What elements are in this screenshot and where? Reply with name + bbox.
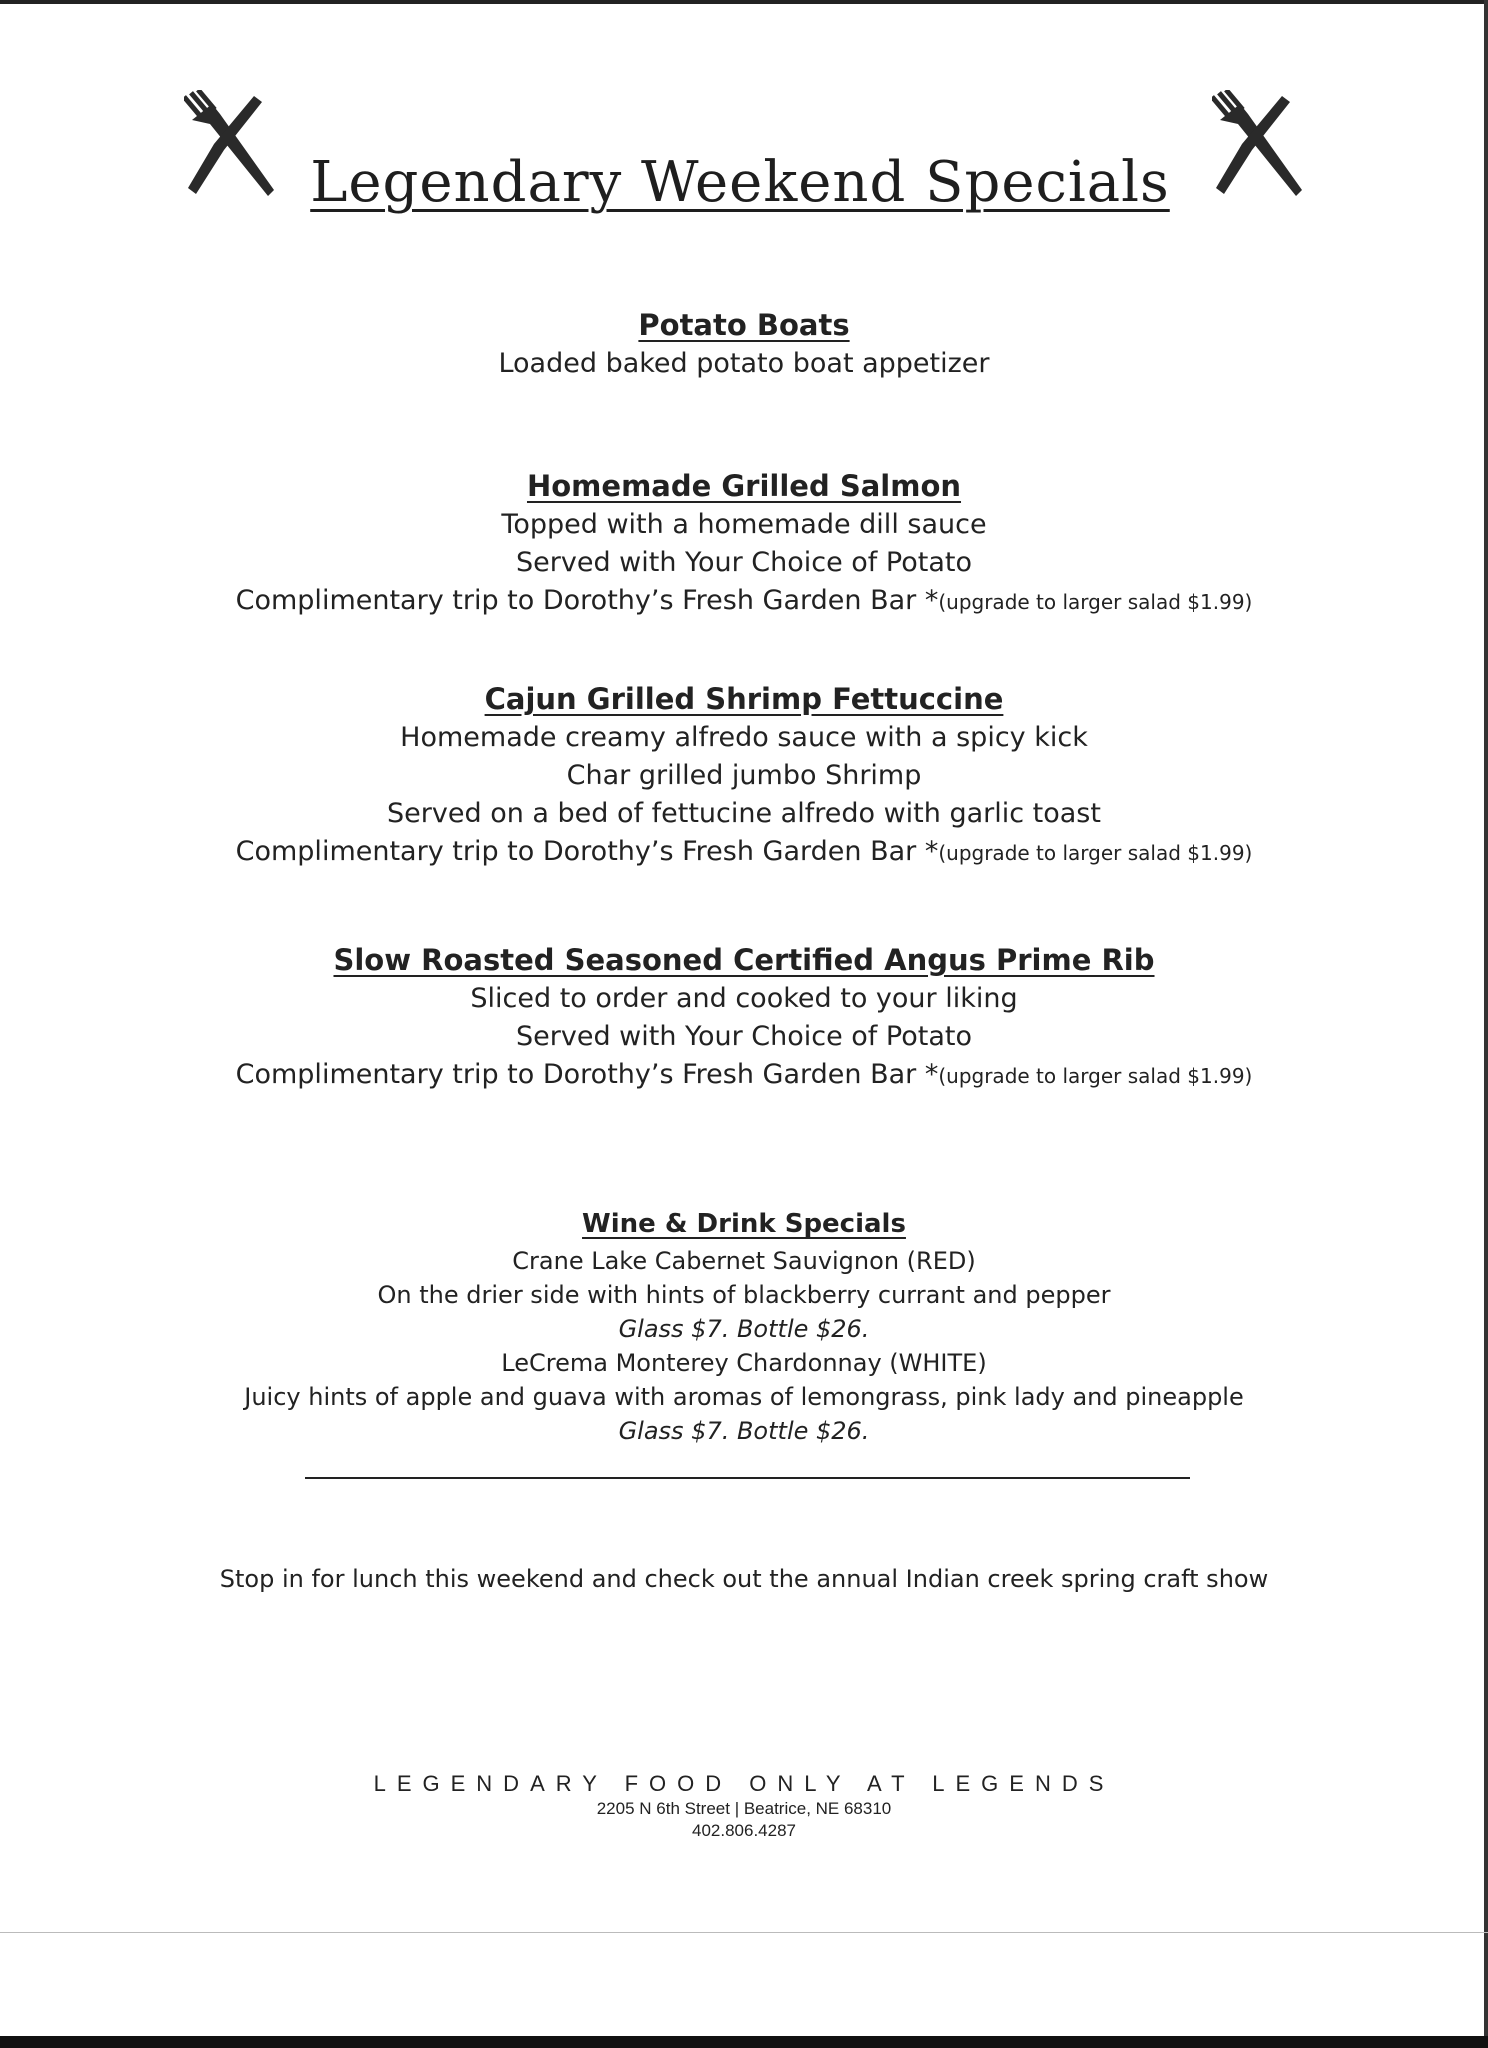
promo-text: Stop in for lunch this weekend and check out the annual Indian creek spring craft show bbox=[219, 1565, 1269, 1593]
wine-red-description: On the drier side with hints of blackberry currant and pepper bbox=[377, 1281, 1111, 1309]
wine-white-price: Glass $7. Bottle $26. bbox=[618, 1417, 870, 1445]
footer-address: 2205 N 6th Street | Beatrice, NE 68310 bbox=[596, 1799, 892, 1818]
special-description: Char grilled jumbo Shrimp bbox=[566, 760, 922, 791]
special-description: Loaded baked potato boat appetizer bbox=[498, 348, 990, 379]
page-title: Legendary Weekend Specials bbox=[310, 150, 1170, 215]
scan-line bbox=[0, 1932, 1488, 1933]
special-heading: Slow Roasted Seasoned Certified Angus Prime Rib bbox=[333, 943, 1155, 977]
drink-specials bbox=[0, 1204, 1488, 1448]
special-heading: Homemade Grilled Salmon bbox=[526, 469, 962, 503]
garden-bar-text: Complimentary trip to Dorothy’s Fresh Garden Bar * bbox=[235, 836, 939, 867]
wine-white-name: LeCrema Monterey Chardonnay (WHITE) bbox=[501, 1349, 987, 1377]
footer-phone: 402.806.4287 bbox=[692, 1821, 796, 1840]
garden-bar-text: Complimentary trip to Dorothy’s Fresh Garden Bar * bbox=[235, 1059, 939, 1090]
drinks-heading: Wine & Drink Specials bbox=[582, 1209, 906, 1239]
garden-bar-text: Complimentary trip to Dorothy’s Fresh Garden Bar * bbox=[235, 585, 939, 616]
wine-red-name: Crane Lake Cabernet Sauvignon (RED) bbox=[512, 1247, 976, 1275]
special-description: Homemade creamy alfredo sauce with a spicy kick bbox=[400, 722, 1088, 753]
special-heading: Potato Boats bbox=[638, 308, 850, 342]
special-description: Served with Your Choice of Potato bbox=[516, 1021, 972, 1052]
menu-header bbox=[0, 90, 1488, 230]
page-edge-top bbox=[0, 0, 1488, 4]
footer bbox=[0, 1770, 1488, 1842]
upgrade-note: (upgrade to larger salad $1.99) bbox=[938, 590, 1253, 614]
special-prime-rib bbox=[0, 940, 1488, 1095]
special-grilled-salmon bbox=[0, 466, 1488, 621]
special-description: Topped with a homemade dill sauce bbox=[501, 509, 987, 540]
fork-knife-icon bbox=[1212, 90, 1312, 200]
special-shrimp-fettuccine bbox=[0, 679, 1488, 872]
special-description: Sliced to order and cooked to your liking bbox=[470, 983, 1018, 1014]
wine-red-price: Glass $7. Bottle $26. bbox=[618, 1315, 870, 1343]
garden-bar-line bbox=[0, 833, 1488, 872]
garden-bar-line bbox=[0, 582, 1488, 621]
garden-bar-line bbox=[0, 1056, 1488, 1095]
upgrade-note: (upgrade to larger salad $1.99) bbox=[938, 1064, 1253, 1088]
special-potato-boats bbox=[0, 305, 1488, 383]
footer-tagline: LEGENDARY FOOD ONLY AT LEGENDS bbox=[373, 1771, 1115, 1796]
divider-line bbox=[305, 1477, 1190, 1479]
special-description: Served with Your Choice of Potato bbox=[516, 547, 972, 578]
special-description: Served on a bed of fettucine alfredo with garlic toast bbox=[387, 798, 1101, 829]
page-edge-bottom bbox=[0, 2036, 1488, 2048]
special-heading: Cajun Grilled Shrimp Fettuccine bbox=[484, 682, 1004, 716]
upgrade-note: (upgrade to larger salad $1.99) bbox=[938, 841, 1253, 865]
wine-white-description: Juicy hints of apple and guava with aromas of lemongrass, pink lady and pineapple bbox=[244, 1383, 1244, 1411]
